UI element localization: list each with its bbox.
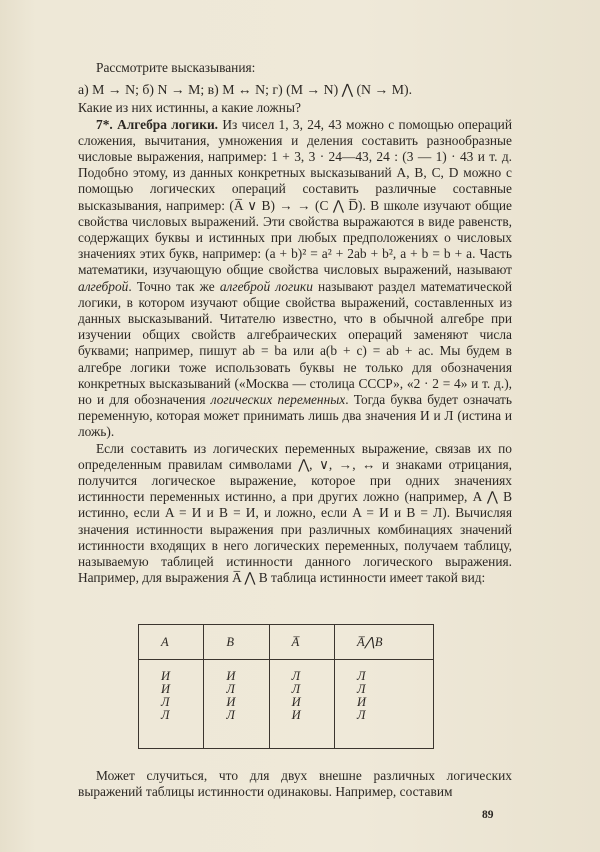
paragraph-text-a: Из чисел 1, 3, 24, 43 можно с помощью операций сложения, вычитания, умножения и деления составить разнообразные числовые выражения, например: 1 + 3, 3 · 24—43, 24 : (3 — 1) · 43 и т. д. Подобно этому, из данных конкретных высказываний A, B, C, D можно с помощью логических операций составить различные составные высказывания, например: (A̅ ∨ B) → → (C ⋀ D̅). В школе изучают общие свойства числовых выражений. Эти свойства выражаются в виде равенств, содержащих буквы и истинных при любых предположениях о числовых значениях этих букв, например: (a + b)² = a² + 2ab + b², a + b = b + a. Часть математики, изучающую общие свойства числовых выражений, называют <box>78 116 512 278</box>
header-not-a: A̅ <box>269 625 334 660</box>
cell: Л <box>161 695 170 709</box>
section-title: Алгебра логики. <box>117 116 219 132</box>
term-logic-variables: логических переменных <box>210 392 346 408</box>
page-number: 89 <box>482 809 494 821</box>
section-number: 7*. <box>96 116 113 132</box>
header-a: A <box>139 625 204 660</box>
question-line: Какие из них истинны, а какие ложны? <box>78 100 301 116</box>
cell: И <box>291 695 301 709</box>
cell: Л <box>161 708 170 722</box>
column-not-a-values <box>269 660 334 749</box>
paragraph-logical-expression: Если составить из логических переменных выражение, связав их по определенным правилам символами ⋀, ∨, →, ↔ и знаками отрицания, получится логическое выражение, которое при одних значениях истинности переменных истинно, а при других ложно (например, A ⋀ B истинно, если A = И и B = И, и ложно, если A = И и B = Л). Вычисляя значения истинности выражения при различных комбинациях значений истинности входящих в него логических переменных, получаем таблицу, называемую таблицей истинности данного логического выражения. Например, для выражения A̅ ⋀ B таблица истинности имеет такой вид: <box>78 440 512 586</box>
column-b-values <box>204 660 269 749</box>
truth-table-header-row <box>139 625 434 660</box>
cell: И <box>226 695 236 709</box>
term-algebra: алгеброй <box>78 278 129 294</box>
column-a-values <box>139 660 204 749</box>
column-not-a-and-b-values <box>334 660 433 749</box>
cell: И <box>291 708 301 722</box>
cell: Л <box>226 708 235 722</box>
cell: Л <box>291 682 301 696</box>
cell: Л <box>291 669 301 683</box>
cell: Л <box>226 682 235 696</box>
cell: И <box>161 669 171 683</box>
header-not-a-and-b: A̅⋀B <box>334 625 433 660</box>
cell: И <box>226 669 236 683</box>
intro-line: Рассмотрите высказывания: <box>96 60 256 75</box>
truth-table-body-row <box>139 660 434 749</box>
bottom-text-line: Может случиться, что для двух внешне различных логических выражений таблицы истинности одинаковы. Например, составим <box>78 768 512 800</box>
paragraph-text-c: называют раздел математической логики, в котором изучают общие свойства выражений, составленных из данных высказываний. Читателю известно, что в обычной алгебре при изучении общих свойств алгебраических операций заменяют числа буквами; например, пишут ab = ba или a(b + c) = ab + ac. Мы будем в алгебре логики тоже использовать буквы не только для обозначения конкретных высказываний («Москва — столица СССР», «2 · 2 = 4» и т. д.), но и для обозначения <box>78 278 513 408</box>
truth-table <box>138 624 434 749</box>
paragraph-text-b: . Точно так же <box>128 278 220 294</box>
bottom-paragraph <box>78 768 512 800</box>
paragraph-algebra-logic <box>78 117 512 441</box>
main-text <box>78 60 512 587</box>
header-b: B <box>204 625 269 660</box>
cell: Л <box>356 708 366 722</box>
paragraph-text-d: . Тогда буква будет означать переменную, которая может принимать лишь два значения И и Л (истина и ложь). <box>78 392 512 440</box>
cell: И <box>161 682 171 696</box>
cell: Л <box>356 669 366 683</box>
formula-line: а) M → N; б) N → M; в) M ↔ N; г) (M → N) ⋀ (N → M). <box>78 82 413 98</box>
cell: Л <box>356 682 366 696</box>
cell: И <box>356 695 367 709</box>
term-logic-algebra: алгеброй логики <box>219 278 313 294</box>
